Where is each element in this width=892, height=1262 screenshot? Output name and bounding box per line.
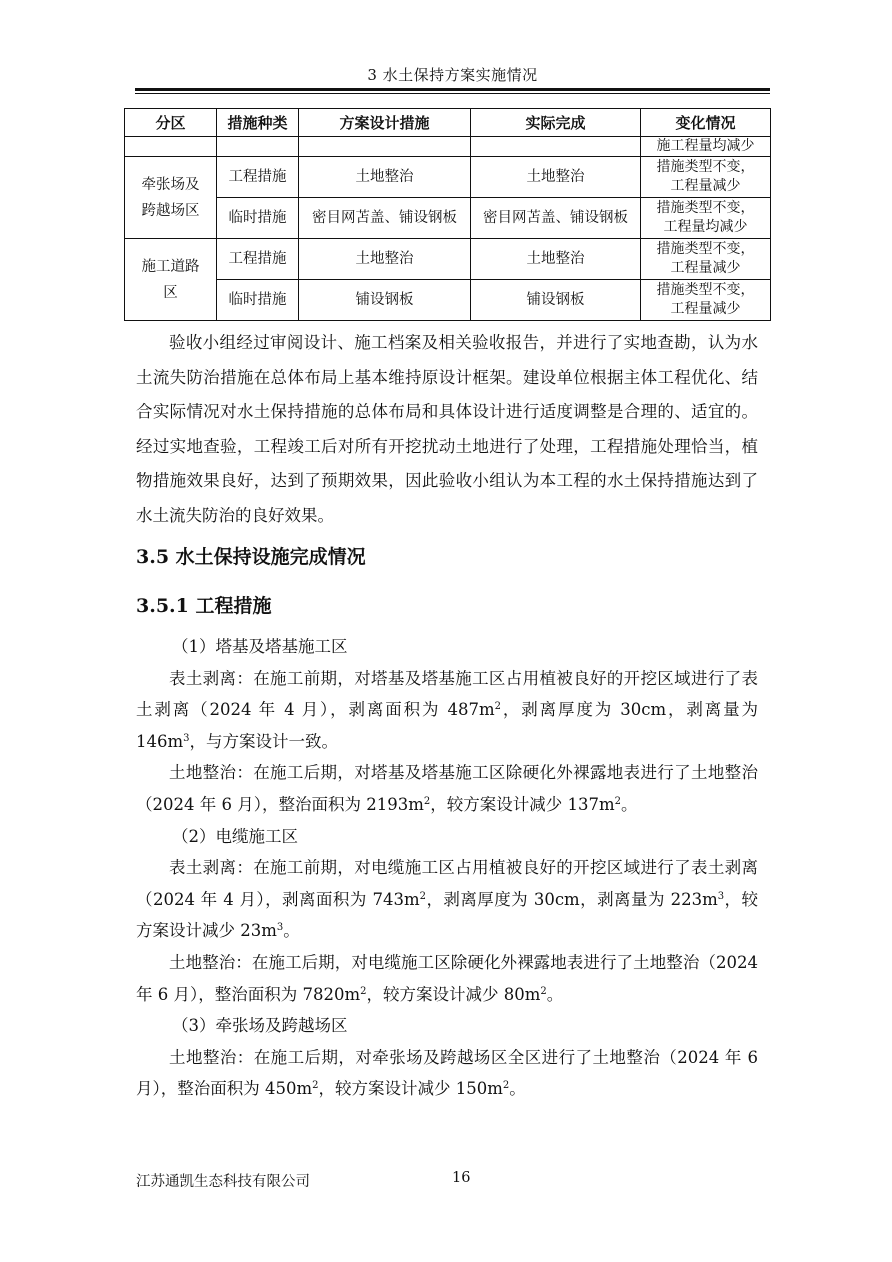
superscript: 3 [276, 922, 284, 934]
table-cell-design: 密目网苫盖、铺设钢板 [299, 198, 471, 239]
change-line: 措施类型不变， [656, 241, 755, 257]
header-cell-actual: 实际完成 [471, 109, 641, 137]
running-header: 3 水土保持方案实施情况 [367, 66, 538, 84]
section-heading-3-5-1: 3.5.1 工程措施 [136, 595, 272, 617]
table-cell-change [641, 280, 771, 321]
table-cell [217, 137, 299, 157]
table-cell [299, 137, 471, 157]
text-run: 土地整治：在施工后期，对塔基及塔基施工区除硬化外裸露地表进行了土地整治（2024 年 6 月），整治面积为 2193m [136, 763, 758, 814]
header-cell-zone: 分区 [125, 109, 217, 137]
table-cell-actual: 土地整治 [471, 157, 641, 198]
text-run: ，与方案设计一致。 [189, 731, 339, 751]
superscript: 2 [540, 985, 547, 997]
change-line: 工程量减少 [670, 260, 741, 276]
intro-block [136, 326, 758, 533]
text-run: ，较方案设计减少 137m [430, 794, 615, 814]
table-row [125, 280, 771, 321]
superscript: 2 [419, 890, 426, 902]
section-heading-3-5: 3.5 水土保持设施完成情况 [136, 546, 366, 568]
measures-comparison-table [124, 108, 771, 321]
table-header-row [125, 109, 771, 137]
table-cell-design: 土地整治 [299, 157, 471, 198]
superscript: 3 [717, 890, 725, 902]
text-run: ，较方案设计减少 150m [318, 1079, 503, 1099]
change-line: 工程量均减少 [663, 219, 748, 235]
engineering-measures-section [136, 631, 758, 1105]
subsection-heading-cable: （2）电缆施工区 [172, 826, 298, 846]
zone-name: 施工道路区 [141, 258, 200, 301]
text-run: 。 [509, 1079, 526, 1099]
superscript: 2 [312, 1080, 319, 1092]
intro-paragraph: 验收小组经过审阅设计、施工档案及相关验收报告，并进行了实地查勘，认为水土流失防治措施在总体布局上基本维持原设计框架。建设单位根据主体工程优化、结合实际情况对水土保持措施的总体布局和具体设计进行适度调整是合理的、适宜的。经过实地查验，工程竣工后对所有开挖扰动土地进行了处理，工程措施处理恰当，植物措施效果良好，达到了预期效果，因此验收小组认为本工程的水土保持措施达到了水土流失防治的良好效果。 [136, 333, 758, 525]
superscript: 3 [183, 732, 190, 744]
header-cell-change: 变化情况 [641, 109, 771, 137]
table-row [125, 137, 771, 157]
subsection-heading-tower: （1）塔基及塔基施工区 [172, 637, 348, 656]
table-cell-type: 临时措施 [217, 280, 299, 321]
superscript: 2 [360, 985, 367, 997]
superscript: 2 [614, 795, 621, 807]
change-line: 工程量减少 [670, 178, 741, 194]
footer-company: 江苏通凯生态科技有限公司 [136, 1174, 310, 1190]
text-run: 。 [546, 984, 564, 1004]
zone-name: 牵张场及跨越场区 [141, 176, 200, 219]
superscript: 2 [423, 795, 431, 807]
text-run: ，较方案设计减少 23m [136, 889, 759, 941]
table-row [125, 239, 771, 280]
table-row [125, 157, 771, 198]
text-run: 土地整治：在施工后期，对电缆施工区除硬化外裸露地表进行了土地整治（2024 年 6 月），整治面积为 7820m [136, 952, 758, 1004]
table-cell-type: 工程措施 [217, 157, 299, 198]
zone-cell [125, 157, 217, 239]
text-run: ，剥离厚度为 30cm，剥离量为 146m [136, 700, 758, 751]
text-run: 表土剥离：在施工前期，对塔基及塔基施工区占用植被良好的开挖区域进行了表土剥离（2024 年 4 月），剥离面积为 487m [136, 668, 758, 720]
table-cell [125, 137, 217, 157]
paragraph-cable-land [136, 947, 758, 1010]
header-cell-type: 措施种类 [217, 109, 299, 137]
paragraph-cable-topsoil [136, 852, 758, 947]
text-run: 表土剥离：在施工前期，对电缆施工区占用植被良好的开挖区域进行了表土剥离（2024 年 4 月），剥离面积为 743m [136, 858, 758, 909]
table-row [125, 198, 771, 239]
header-rule-thick [135, 88, 770, 91]
text-run: 。 [283, 921, 300, 941]
footer-page-number: 16 [452, 1170, 471, 1186]
table-cell-change [641, 239, 771, 280]
superscript: 2 [502, 1080, 510, 1092]
table-cell-change: 施工程量均减少 [641, 137, 771, 157]
table-cell-type: 工程措施 [217, 239, 299, 280]
table-cell-type: 临时措施 [217, 198, 299, 239]
table-cell-change [641, 198, 771, 239]
change-line: 措施类型不变， [656, 200, 755, 216]
subsection-heading-tension: （3）牵张场及跨越场区 [172, 1016, 348, 1036]
text-run: 。 [621, 794, 638, 814]
table-cell-actual: 铺设钢板 [471, 280, 641, 321]
superscript: 2 [494, 701, 502, 713]
table-cell-actual: 土地整治 [471, 239, 641, 280]
table-cell-change [641, 157, 771, 198]
change-line: 措施类型不变， [656, 282, 755, 298]
paragraph-tower-topsoil [136, 663, 758, 758]
table-cell-actual: 密目网苫盖、铺设钢板 [471, 198, 641, 239]
header-rule-thin [135, 93, 770, 94]
table-cell-design: 铺设钢板 [299, 280, 471, 321]
zone-cell [125, 239, 217, 321]
text-run: ，剥离厚度为 30cm，剥离量为 223m [426, 889, 718, 909]
text-run: ，较方案设计减少 80m [366, 984, 541, 1004]
table-cell [471, 137, 641, 157]
paragraph-tower-land [136, 757, 758, 820]
header-cell-design: 方案设计措施 [299, 109, 471, 137]
change-line: 工程量减少 [670, 301, 741, 317]
text-run: 土地整治：在施工后期，对牵张场及跨越场区全区进行了土地整治（2024 年 6 月），整治面积为 450m [136, 1047, 758, 1099]
paragraph-tension-land [136, 1042, 758, 1105]
table-cell-design: 土地整治 [299, 239, 471, 280]
change-line: 措施类型不变， [656, 159, 755, 175]
